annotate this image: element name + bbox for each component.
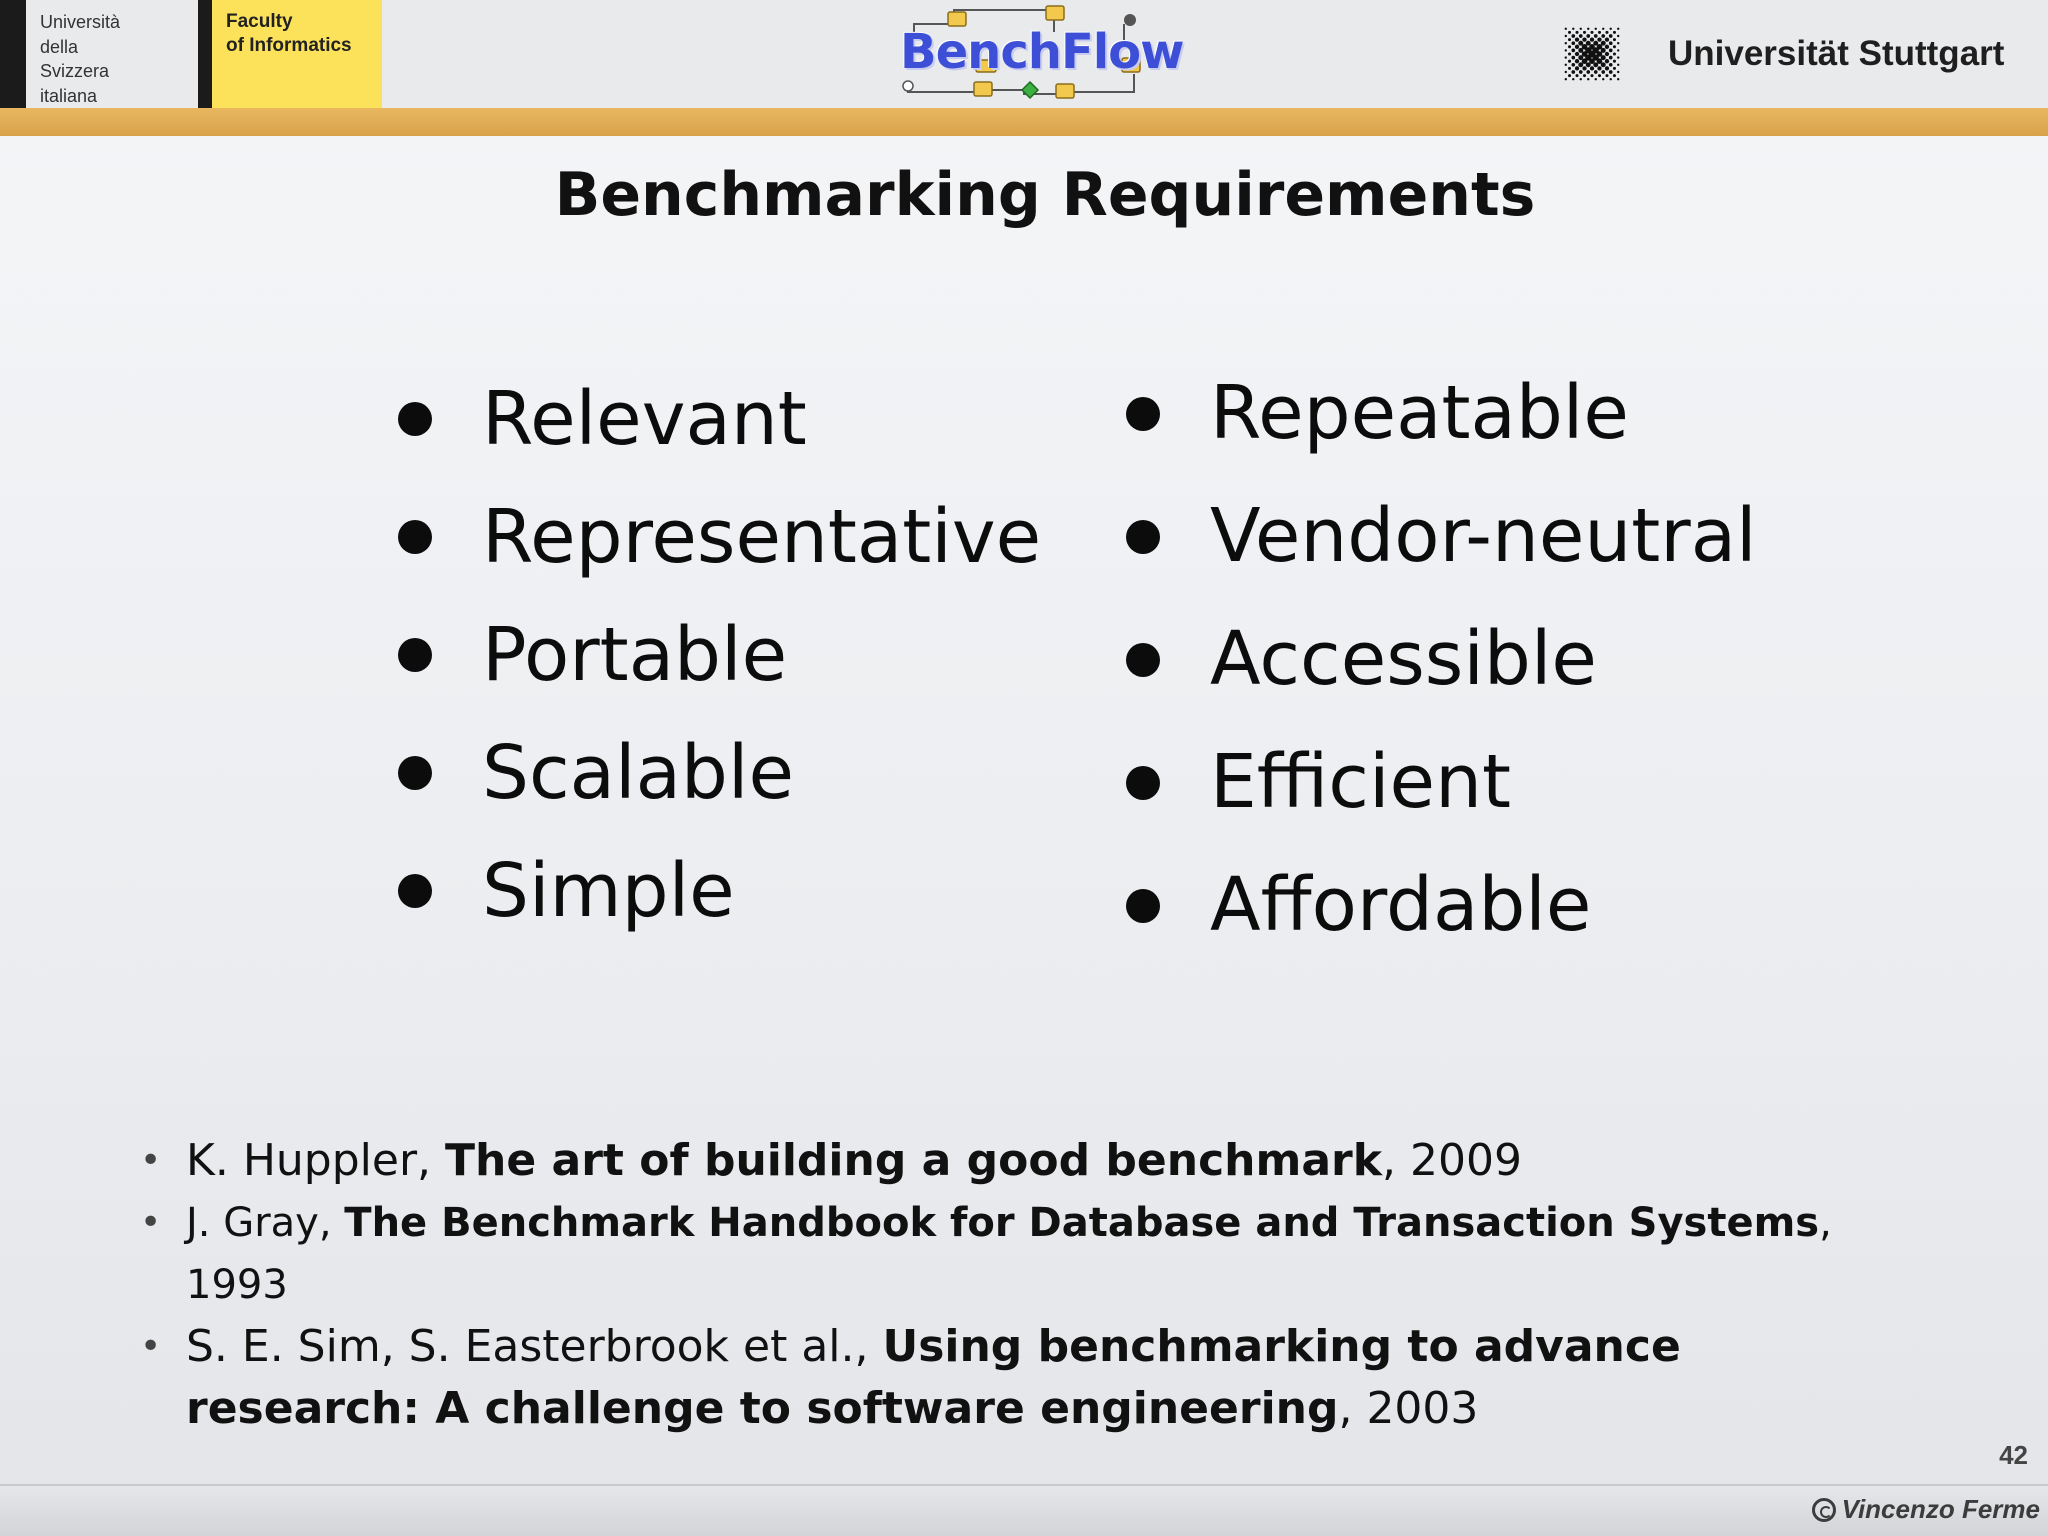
requirement-item [398,360,1041,478]
faculty-line: of Informatics [226,35,352,56]
benchflow-logo [894,4,1184,104]
reference-title: The Benchmark Handbook for Database and Transaction Systems [344,1200,1820,1246]
usi-line: Università [40,12,121,32]
requirement-label: Portable [482,612,788,698]
requirement-item [1126,721,1757,844]
bullet-icon [398,638,432,672]
reference-item [140,1192,1920,1316]
reference-title: The art of building a good benchmark [445,1135,1382,1186]
requirements-list-right [1126,352,1757,967]
requirement-item [398,596,1041,714]
bullet-icon [398,756,432,790]
reference-year: , 1993 [186,1200,1832,1308]
usi-line: italiana [40,85,98,106]
reference-author: J. Gray, [186,1200,345,1246]
requirements-list-left [398,360,1041,950]
requirement-label: Representative [482,494,1042,580]
slide-header [0,0,2048,108]
requirement-item [1126,352,1757,475]
references-list [140,1130,1920,1440]
author-credit [1812,1494,2040,1525]
requirement-label: Accessible [1210,616,1597,702]
usi-divider-bar [198,0,212,108]
requirement-item [1126,475,1757,598]
reference-title: Using benchmarking to advance research: A challenge to software engineering [186,1321,1681,1434]
copyright-icon [1812,1498,1836,1522]
requirement-label: Scalable [482,730,794,816]
bullet-icon [1126,766,1160,800]
bullet-icon [398,402,432,436]
requirement-label: Efficient [1210,739,1511,825]
small-bullet-icon: • [140,1202,162,1243]
faculty-line: Faculty [226,11,293,32]
usi-logo-text [40,10,190,108]
reference-item [140,1316,1920,1440]
usi-black-bar [0,0,26,108]
reference-item [140,1130,1920,1192]
bullet-icon [1126,889,1160,923]
reference-year: , 2003 [1338,1383,1479,1434]
bullet-icon [1126,520,1160,554]
slide-footer [0,1486,2048,1536]
requirement-item [1126,598,1757,721]
bullet-icon [1126,397,1160,431]
small-bullet-icon: • [140,1140,162,1181]
small-bullet-icon: • [140,1326,162,1367]
requirement-label: Simple [482,848,735,934]
requirement-item [1126,844,1757,967]
reference-author: K. Huppler, [186,1135,446,1186]
university-name: Universität Stuttgart [1668,34,2005,73]
bullet-icon [398,874,432,908]
slide-title: Benchmarking Requirements [554,160,1536,230]
requirement-label: Vendor-neutral [1210,493,1757,579]
requirement-item [398,478,1041,596]
header-accent-bar [0,108,2048,136]
requirement-item [398,714,1041,832]
reference-year: , 2009 [1382,1135,1522,1186]
requirement-label: Relevant [482,376,807,462]
benchflow-logo-text: BenchFlow [900,24,1184,80]
usi-line: Svizzera [40,61,110,81]
requirement-label: Affordable [1210,862,1592,948]
author-name: Vincenzo Ferme [1841,1494,2040,1524]
bullet-icon [1126,643,1160,677]
faculty-badge [212,0,382,108]
usi-line: della [40,36,79,57]
stuttgart-seal-icon [1538,2,1646,106]
requirement-item [398,832,1041,950]
bullet-icon [398,520,432,554]
page-number: 42 [1999,1440,2028,1470]
requirement-label: Repeatable [1210,370,1629,456]
reference-author: S. E. Sim, S. Easterbrook et al., [186,1321,883,1372]
